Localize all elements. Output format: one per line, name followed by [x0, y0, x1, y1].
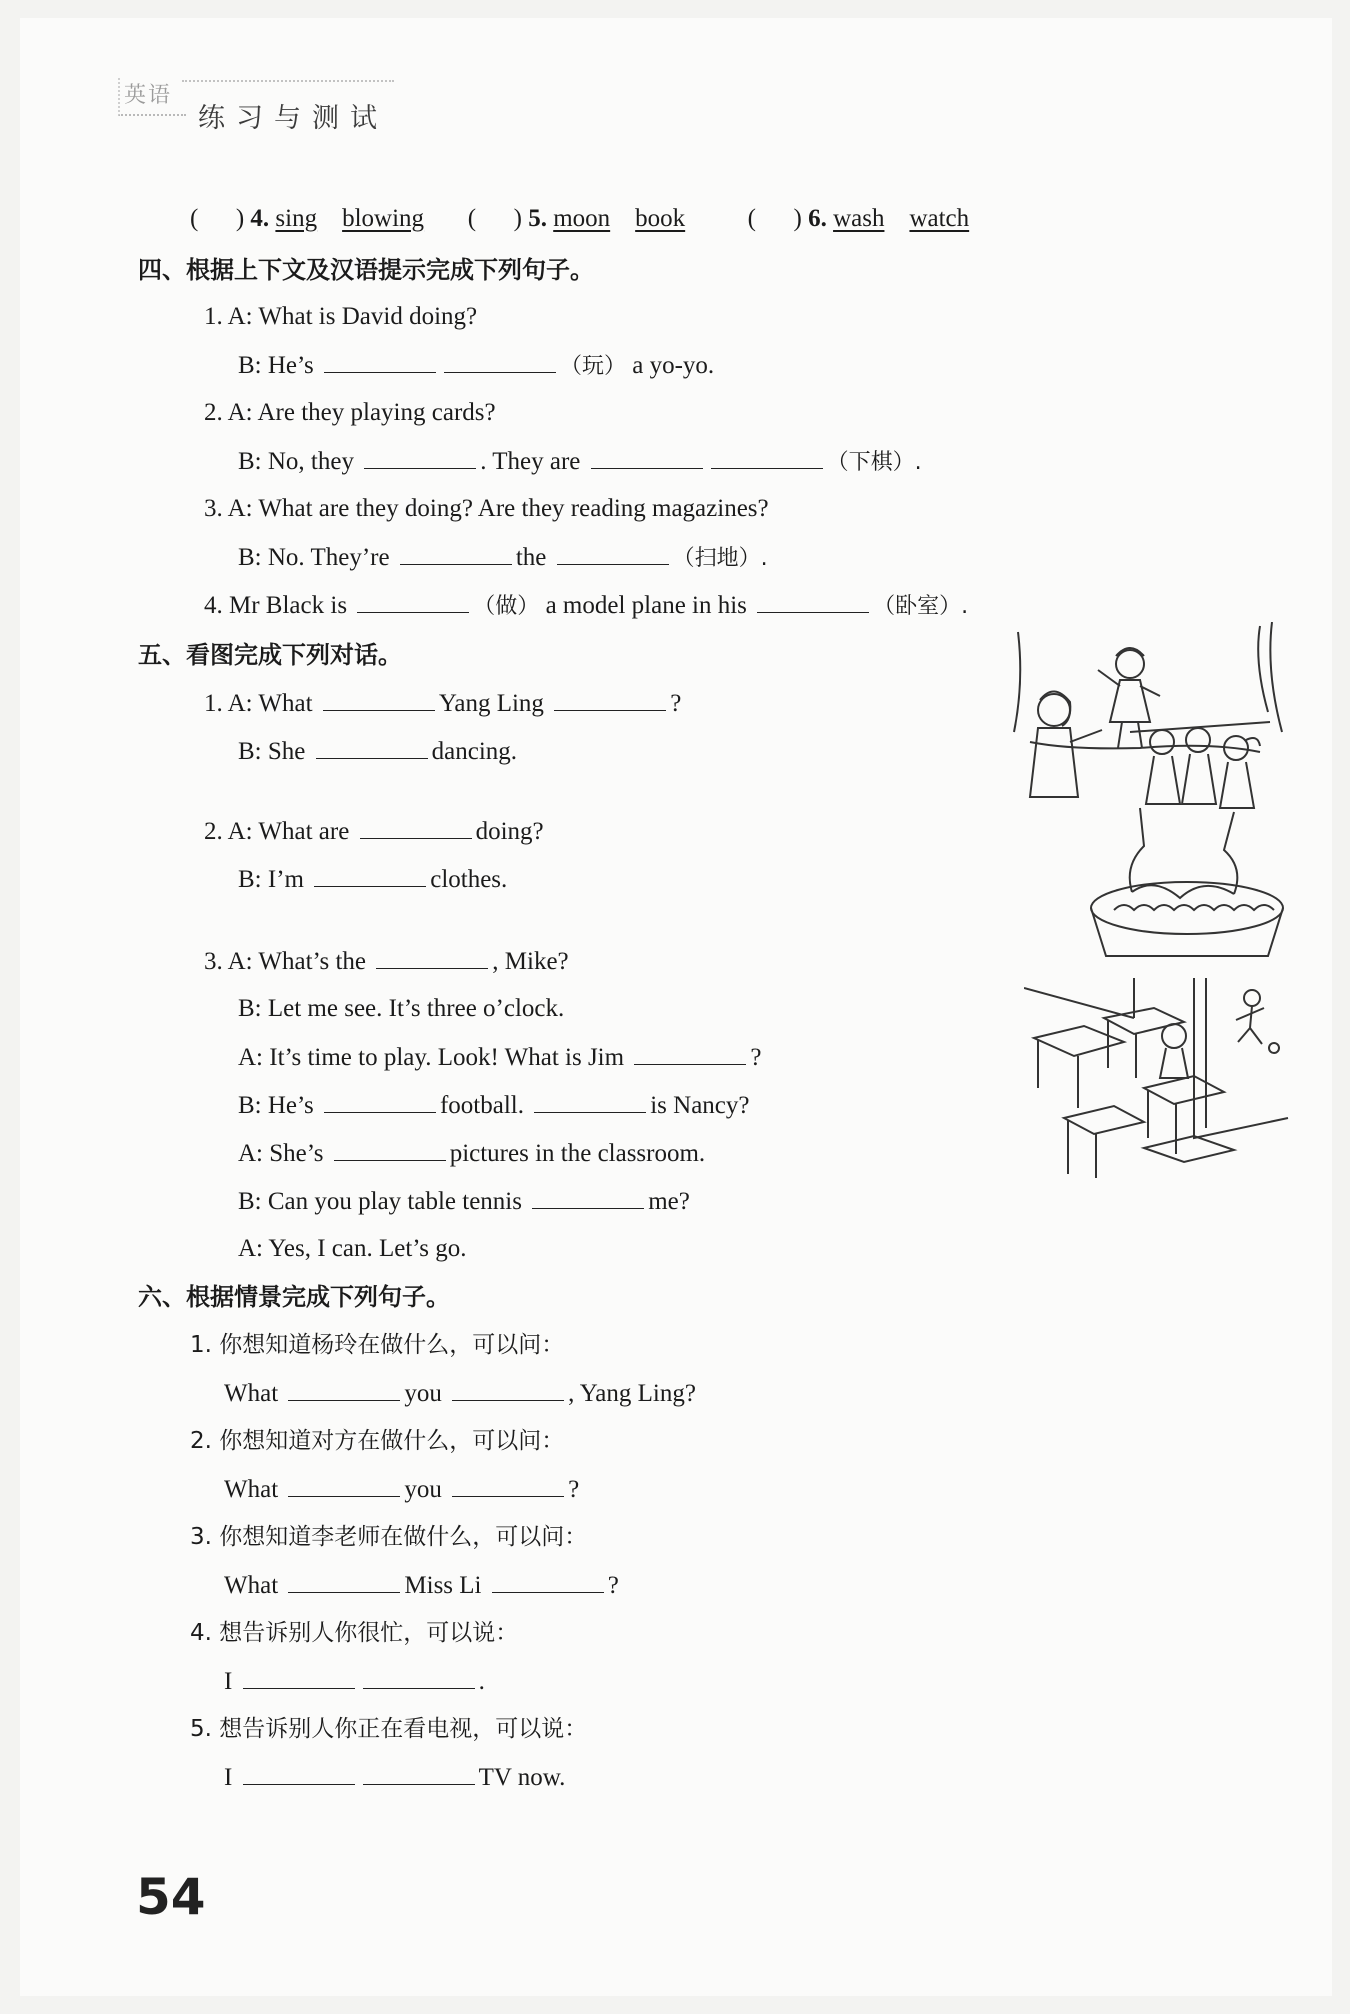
s5-q3-b: B: Let me see. It’s three o’clock.: [238, 995, 565, 1022]
washing-clothes-illustration: [1084, 806, 1290, 962]
phonics-num: 4.: [250, 205, 270, 232]
answer-blank[interactable]: [323, 688, 435, 711]
header-rule: [182, 80, 394, 82]
s6-q5-prompt: 5. 想告诉别人你正在看电视，可以说：: [190, 1716, 588, 1742]
s5-q1-b: B: She dancing.: [238, 738, 518, 765]
subject-badge: 英语: [118, 78, 186, 116]
answer-blank[interactable]: [534, 1090, 646, 1113]
s4-q2-b: B: No, they . They are （下棋）.: [238, 448, 922, 475]
s5-q3-a: 3. A: What’s the , Mike?: [204, 948, 569, 975]
answer-blank[interactable]: [532, 1186, 644, 1209]
s4-q1-b: B: He’s （玩） a yo-yo.: [238, 352, 715, 379]
answer-blank[interactable]: [634, 1042, 746, 1065]
answer-blank[interactable]: [363, 1762, 475, 1785]
phonics-word: book: [635, 205, 686, 232]
answer-blank[interactable]: [288, 1474, 400, 1497]
answer-blank[interactable]: [360, 816, 472, 839]
answer-blank[interactable]: [243, 1666, 355, 1689]
s5-q2-b: B: I’m clothes.: [238, 866, 508, 893]
answer-blank[interactable]: [288, 1378, 400, 1401]
s4-q4: 4. Mr Black is （做） a model plane in his （卧室）.: [204, 592, 969, 619]
answer-blank[interactable]: [444, 350, 556, 373]
answer-blank[interactable]: [324, 1090, 436, 1113]
s4-q2-a: 2. A: Are they playing cards?: [204, 399, 496, 426]
s5-q3-f: B: Can you play table tennis me?: [238, 1188, 690, 1215]
s5-q3-c: A: It’s time to play. Look! What is Jim ?: [238, 1044, 762, 1071]
s6-q2-prompt: 2. 你想知道对方在做什么，可以问：: [190, 1428, 565, 1454]
s6-q4-prompt: 4. 想告诉别人你很忙，可以说：: [190, 1620, 519, 1646]
s6-q1-answer: What you , Yang Ling?: [224, 1380, 696, 1407]
s6-q1-prompt: 1. 你想知道杨玲在做什么，可以问：: [190, 1332, 565, 1358]
answer-blank[interactable]: [334, 1138, 446, 1161]
answer-blank[interactable]: [316, 736, 428, 759]
phonics-word: sing: [275, 205, 318, 232]
s5-q3-d: B: He’s football. is Nancy?: [238, 1092, 750, 1119]
answer-blank[interactable]: [364, 446, 476, 469]
answer-blank[interactable]: [557, 542, 669, 565]
answer-blank[interactable]: [243, 1762, 355, 1785]
phonics-word: moon: [553, 205, 611, 232]
s4-q3-b: B: No. They’re the （扫地）.: [238, 544, 768, 571]
s5-q2-a: 2. A: What are doing?: [204, 818, 544, 845]
phonics-num: 6.: [808, 205, 827, 232]
s4-q3-a: 3. A: What are they doing? Are they reading magazines?: [204, 495, 769, 522]
answer-blank[interactable]: [376, 946, 488, 969]
answer-blank[interactable]: [757, 590, 869, 613]
s5-q3-e: A: She’s pictures in the classroom.: [238, 1140, 706, 1167]
answer-blank[interactable]: [452, 1378, 564, 1401]
phonics-row: ( ) 4. sing blowing ( ) 5. moon book ( ) 6. wash watch: [190, 205, 970, 232]
phonics-word: watch: [909, 205, 970, 232]
answer-blank[interactable]: [452, 1474, 564, 1497]
page-number: 54: [136, 1868, 206, 1926]
dancing-illustration: [1010, 622, 1290, 812]
section-5-title: 五、看图完成下列对话。: [138, 641, 402, 669]
answer-blank[interactable]: [554, 688, 666, 711]
section-4-title: 四、根据上下文及汉语提示完成下列句子。: [138, 256, 594, 284]
answer-blank[interactable]: [288, 1570, 400, 1593]
s6-q2-answer: What you ?: [224, 1476, 580, 1503]
s6-q3-prompt: 3. 你想知道李老师在做什么，可以问：: [190, 1524, 588, 1550]
s6-q4-answer: I .: [224, 1668, 485, 1695]
answer-blank[interactable]: [357, 590, 469, 613]
answer-blank[interactable]: [400, 542, 512, 565]
s6-q3-answer: What Miss Li ?: [224, 1572, 619, 1599]
answer-blank[interactable]: [591, 446, 703, 469]
phonics-word: blowing: [342, 205, 425, 232]
s5-q3-g: A: Yes, I can. Let’s go.: [238, 1235, 467, 1262]
s5-q1-a: 1. A: What Yang Ling ?: [204, 690, 682, 717]
phonics-num: 5.: [528, 205, 547, 232]
answer-blank[interactable]: [711, 446, 823, 469]
answer-blank[interactable]: [363, 1666, 475, 1689]
answer-blank[interactable]: [314, 864, 426, 887]
s6-q5-answer: I TV now.: [224, 1764, 566, 1791]
phonics-word: wash: [833, 205, 885, 232]
book-title: 练习与测试: [198, 103, 388, 134]
classroom-illustration: [1024, 978, 1290, 1178]
section-6-title: 六、根据情景完成下列句子。: [138, 1283, 450, 1311]
answer-blank[interactable]: [492, 1570, 604, 1593]
s4-q1-a: 1. A: What is David doing?: [204, 303, 478, 330]
answer-blank[interactable]: [324, 350, 436, 373]
